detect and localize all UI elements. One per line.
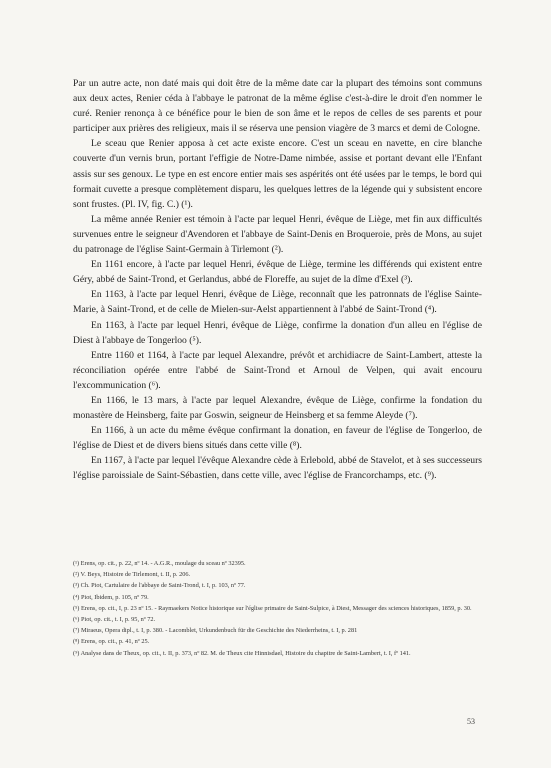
footnote: (⁷) Miraeus, Opera dipl., t. I, p. 380. - Lacomblet, Urkundenbuch für die Geschichte des Niederrheins, t. I, p. 281: [73, 627, 358, 635]
footnote: (¹) Erens, op. cit., p. 22, nº 14. - A.G.R., moulage du sceau nº 32395.: [73, 560, 246, 567]
footnote: (⁵) Erens, op. cit., I, p. 23 nº 15. - Raymaekers Notice historique sur l'église primaire de Saint-Sulpice, à Diest, Messager des sciences historiques, 1859, p. 30.: [73, 604, 472, 612]
footnote: (²) V. Beys, Histoire de Tirlemont, t. II, p. 206.: [73, 571, 191, 579]
paragraph: En 1161 encore, à l'acte par lequel Henri, évêque de Liège, termine les différends qui existent entre Géry, abbé de Saint-Trond, et Gerlandus, abbé de Floreffe, au sujet de la dîme d'Exel (³).: [73, 259, 482, 286]
paragraph: Entre 1160 et 1164, à l'acte par lequel Alexandre, prévôt et archidiacre de Saint-Lambert, atteste la réconciliation opérée entre l'abbé de Saint-Trond et Arnoul de Velpen, qui avait encouru l'excommunication (⁶).: [73, 349, 482, 391]
footnote: (⁶) Piot, op. cit., t. I, p. 95, nº 72.: [73, 616, 156, 624]
paragraph: La même année Renier est témoin à l'acte par lequel Henri, évêque de Liège, met fin aux difficultés survenues entre le seigneur d'Avendoren et l'abbaye de Saint-Denis en Broqueroie, près de Mons, au sujet du patronage de l'église Saint-Germain à Tirlemont (²).: [73, 213, 482, 256]
body-text: [73, 76, 482, 484]
paragraph: Le sceau que Renier apposa à cet acte existe encore. C'est un sceau en navette, en cire blanche couverte d'un vernis brun, portant l'effigie de Notre-Dame nimbée, assise et portant devant elle l'Enfant assis sur ses genoux. Le type en est encore entier mais ses aspérités ont été usées par le temps, le bord qui formait cuvette a presque complètement disparu, les quelques lettres de la légende qui y subsistent encore sont frustes. (Pl. IV, fig. C.) (¹).: [73, 138, 482, 210]
paragraph: En 1166, le 13 mars, à l'acte par lequel Alexandre, évêque de Liège, confirme la fondation du monastère de Heinsberg, faite par Goswin, seigneur de Heinsberg et sa femme Aleyde (⁷).: [73, 394, 482, 422]
paragraph: Par un autre acte, non daté mais qui doit être de la même date car la plupart des témoins sont communs aux deux actes, Renier céda à l'abbaye le patronat de la même église c'est-à-dire le droit d'en nommer le curé. Renier renonça à ce bénéfice pour le bien de son âme et le repos de celles de ses parents et pour participer aux prières des religieux, mais il se réserva une pension viagère de 3 marcs et demi de Cologne.: [73, 78, 482, 135]
footnote: (⁸) Erens, op. cit., p. 41, nº 25.: [73, 638, 150, 646]
footnotes: [73, 558, 482, 659]
footnote: (⁹) Analyse dans de Theux, op. cit., t. II, p. 373, nº 82. M. de Theux cite Hinnisdael, Histoire du chapitre de Saint-Lambert, t. I, fº 141.: [73, 649, 411, 657]
paragraph: En 1166, à un acte du même évêque confirmant la donation, en faveur de l'église de Tongerloo, de l'église de Diest et de divers biens situés dans cette ville (⁸).: [73, 425, 482, 452]
paragraph: En 1167, à l'acte par lequel l'évêque Alexandre cède à Erlebold, abbé de Stavelot, et à ses successeurs l'église paroissiale de Saint-Sébastien, dans cette ville, avec l'église de Francorchamps, etc. (⁹).: [73, 455, 482, 482]
footnote: (⁴) Piot, Ibidem, p. 105, nº 79.: [73, 593, 149, 601]
page-number: 53: [467, 717, 475, 726]
footnote: (³) Ch. Piot, Cartulaire de l'abbaye de Saint-Trond, t. I, p. 103, nº 77.: [73, 582, 246, 590]
paragraph: En 1163, à l'acte par lequel Henri, évêque de Liège, confirme la donation d'un alleu en l'église de Diest à l'abbaye de Tongerloo (⁵).: [73, 319, 482, 346]
paragraph: En 1163, à l'acte par lequel Henri, évêque de Liège, reconnaît que les patronnats de l'église Sainte-Marie, à Saint-Trond, et de celle de Mielen-sur-Aelst appartiennent à l'abbé de Saint-Trond (⁴).: [73, 289, 482, 316]
